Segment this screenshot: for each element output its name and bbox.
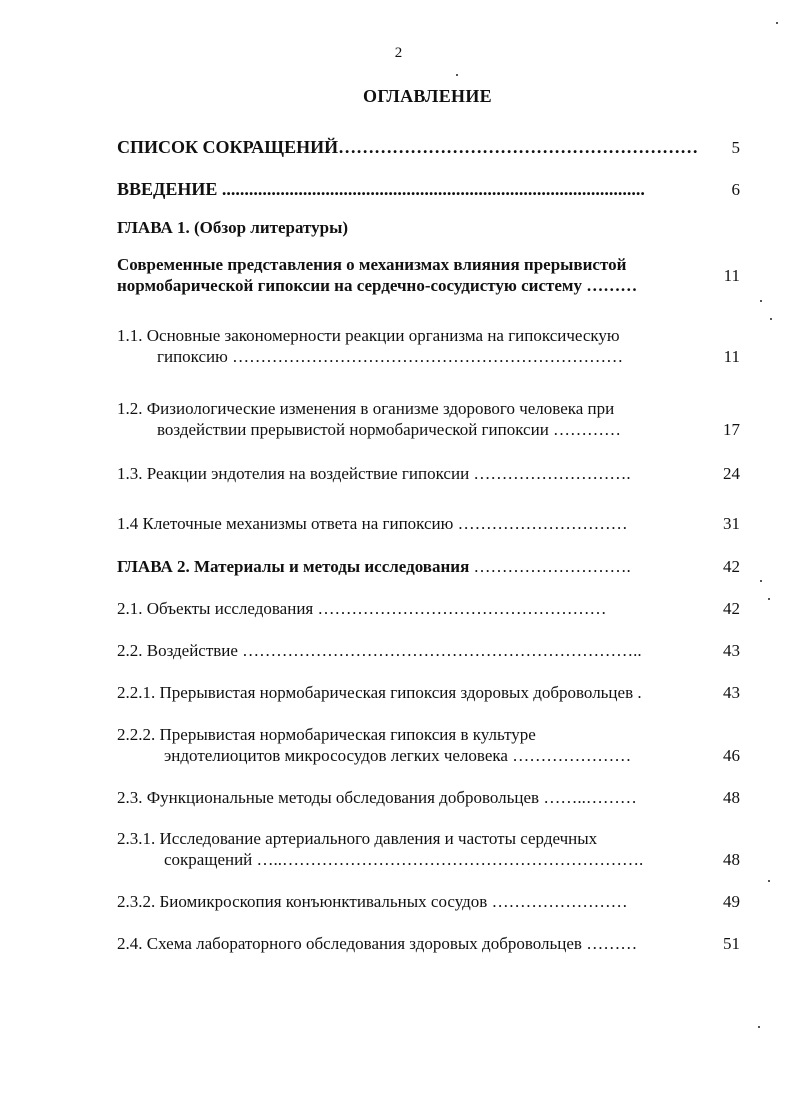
toc-entry-page: 6: [731, 180, 740, 199]
toc-entry-text: 2.3.2. Биомикроскопия конъюнктивальных сосудов ……………………: [117, 892, 628, 911]
toc-entry-text: СПИСОК СОКРАЩЕНИЙ……………………………………………………: [117, 137, 699, 157]
toc-entry-text-line1: 2.2.2. Прерывистая нормобарическая гипоксия в культуре: [117, 725, 536, 744]
toc-entry-text-line2: эндотелиоцитов микрососудов легких человека …………………: [164, 746, 632, 765]
page-title: ОГЛАВЛЕНИЕ: [363, 86, 492, 106]
scan-speck: [768, 598, 770, 600]
toc-entry-text-line2: воздействии прерывистой нормобарической гипоксии …………: [157, 420, 622, 439]
toc-entry-text: 1.4 Клеточные механизмы ответа на гипоксию …………………………: [117, 514, 628, 533]
scan-speck: [776, 22, 778, 24]
toc-entry-text: 2.4. Схема лабораторного обследования здоровых добровольцев ………: [117, 934, 638, 953]
toc-entry-text-line1: Современные представления о механизмах влияния прерывистой: [117, 255, 627, 274]
toc-chapter-2-leader: ……………………….: [469, 557, 631, 576]
toc-entry-page: 46: [723, 746, 740, 765]
toc-entry-page: 31: [723, 514, 740, 533]
toc-entry-page: 5: [731, 138, 740, 157]
scan-speck: [456, 74, 458, 76]
toc-entry-text-line2: сокращений …..……………………………………………………….: [164, 850, 644, 869]
toc-entry-text: 2.3. Функциональные методы обследования добровольцев ……..………: [117, 788, 637, 807]
toc-entry-page: 48: [723, 788, 740, 807]
toc-entry-text-line1: 1.1. Основные закономерности реакции организма на гипоксическую: [117, 326, 620, 345]
toc-entry-page: 48: [723, 850, 740, 869]
scan-speck: [758, 1026, 760, 1028]
scan-speck: [760, 580, 762, 582]
toc-entry-page: 11: [723, 347, 740, 366]
toc-entry-page: 42: [723, 557, 740, 576]
toc-entry-page: 43: [723, 683, 740, 702]
toc-entry-page: 49: [723, 892, 740, 911]
toc-entry-text: ВВЕДЕНИЕ ..............................................................................................: [117, 179, 645, 199]
page-number: 2: [394, 45, 403, 61]
toc-entry-page: 51: [723, 934, 740, 953]
scan-speck: [770, 318, 772, 320]
toc-entry-text-line1: 1.2. Физиологические изменения в оганизме здорового человека при: [117, 399, 615, 418]
toc-entry-text-line2: нормобарической гипоксии на сердечно-сосудистую систему ………: [117, 276, 638, 295]
toc-entry-page: 24: [723, 464, 740, 483]
toc-entry-text: [117, 556, 707, 577]
toc-entry-text-line1: 2.3.1. Исследование артериального давления и частоты сердечных: [117, 829, 598, 848]
toc-entry-page: 11: [723, 266, 740, 285]
scan-speck: [768, 880, 770, 882]
toc-entry-text: ГЛАВА 1. (Обзор литературы): [117, 218, 349, 237]
toc-entry-text: 2.1. Объекты исследования ……………………………………………: [117, 599, 607, 618]
scan-speck: [760, 300, 762, 302]
toc-entry-text-line2: гипоксию ……………………………………………………………: [157, 347, 624, 366]
toc-entry-page: 42: [723, 599, 740, 618]
toc-entry-page: 17: [723, 420, 740, 439]
toc-entry-text: 2.2. Воздействие ……………………………………………………………..: [117, 641, 642, 660]
toc-entry-text: 1.3. Реакции эндотелия на воздействие гипоксии ……………………….: [117, 464, 631, 483]
toc-chapter-2-title: ГЛАВА 2. Материалы и методы исследования: [117, 557, 470, 576]
toc-entry-text: 2.2.1. Прерывистая нормобарическая гипоксия здоровых добровольцев .: [117, 683, 642, 702]
toc-entry-page: 43: [723, 641, 740, 660]
